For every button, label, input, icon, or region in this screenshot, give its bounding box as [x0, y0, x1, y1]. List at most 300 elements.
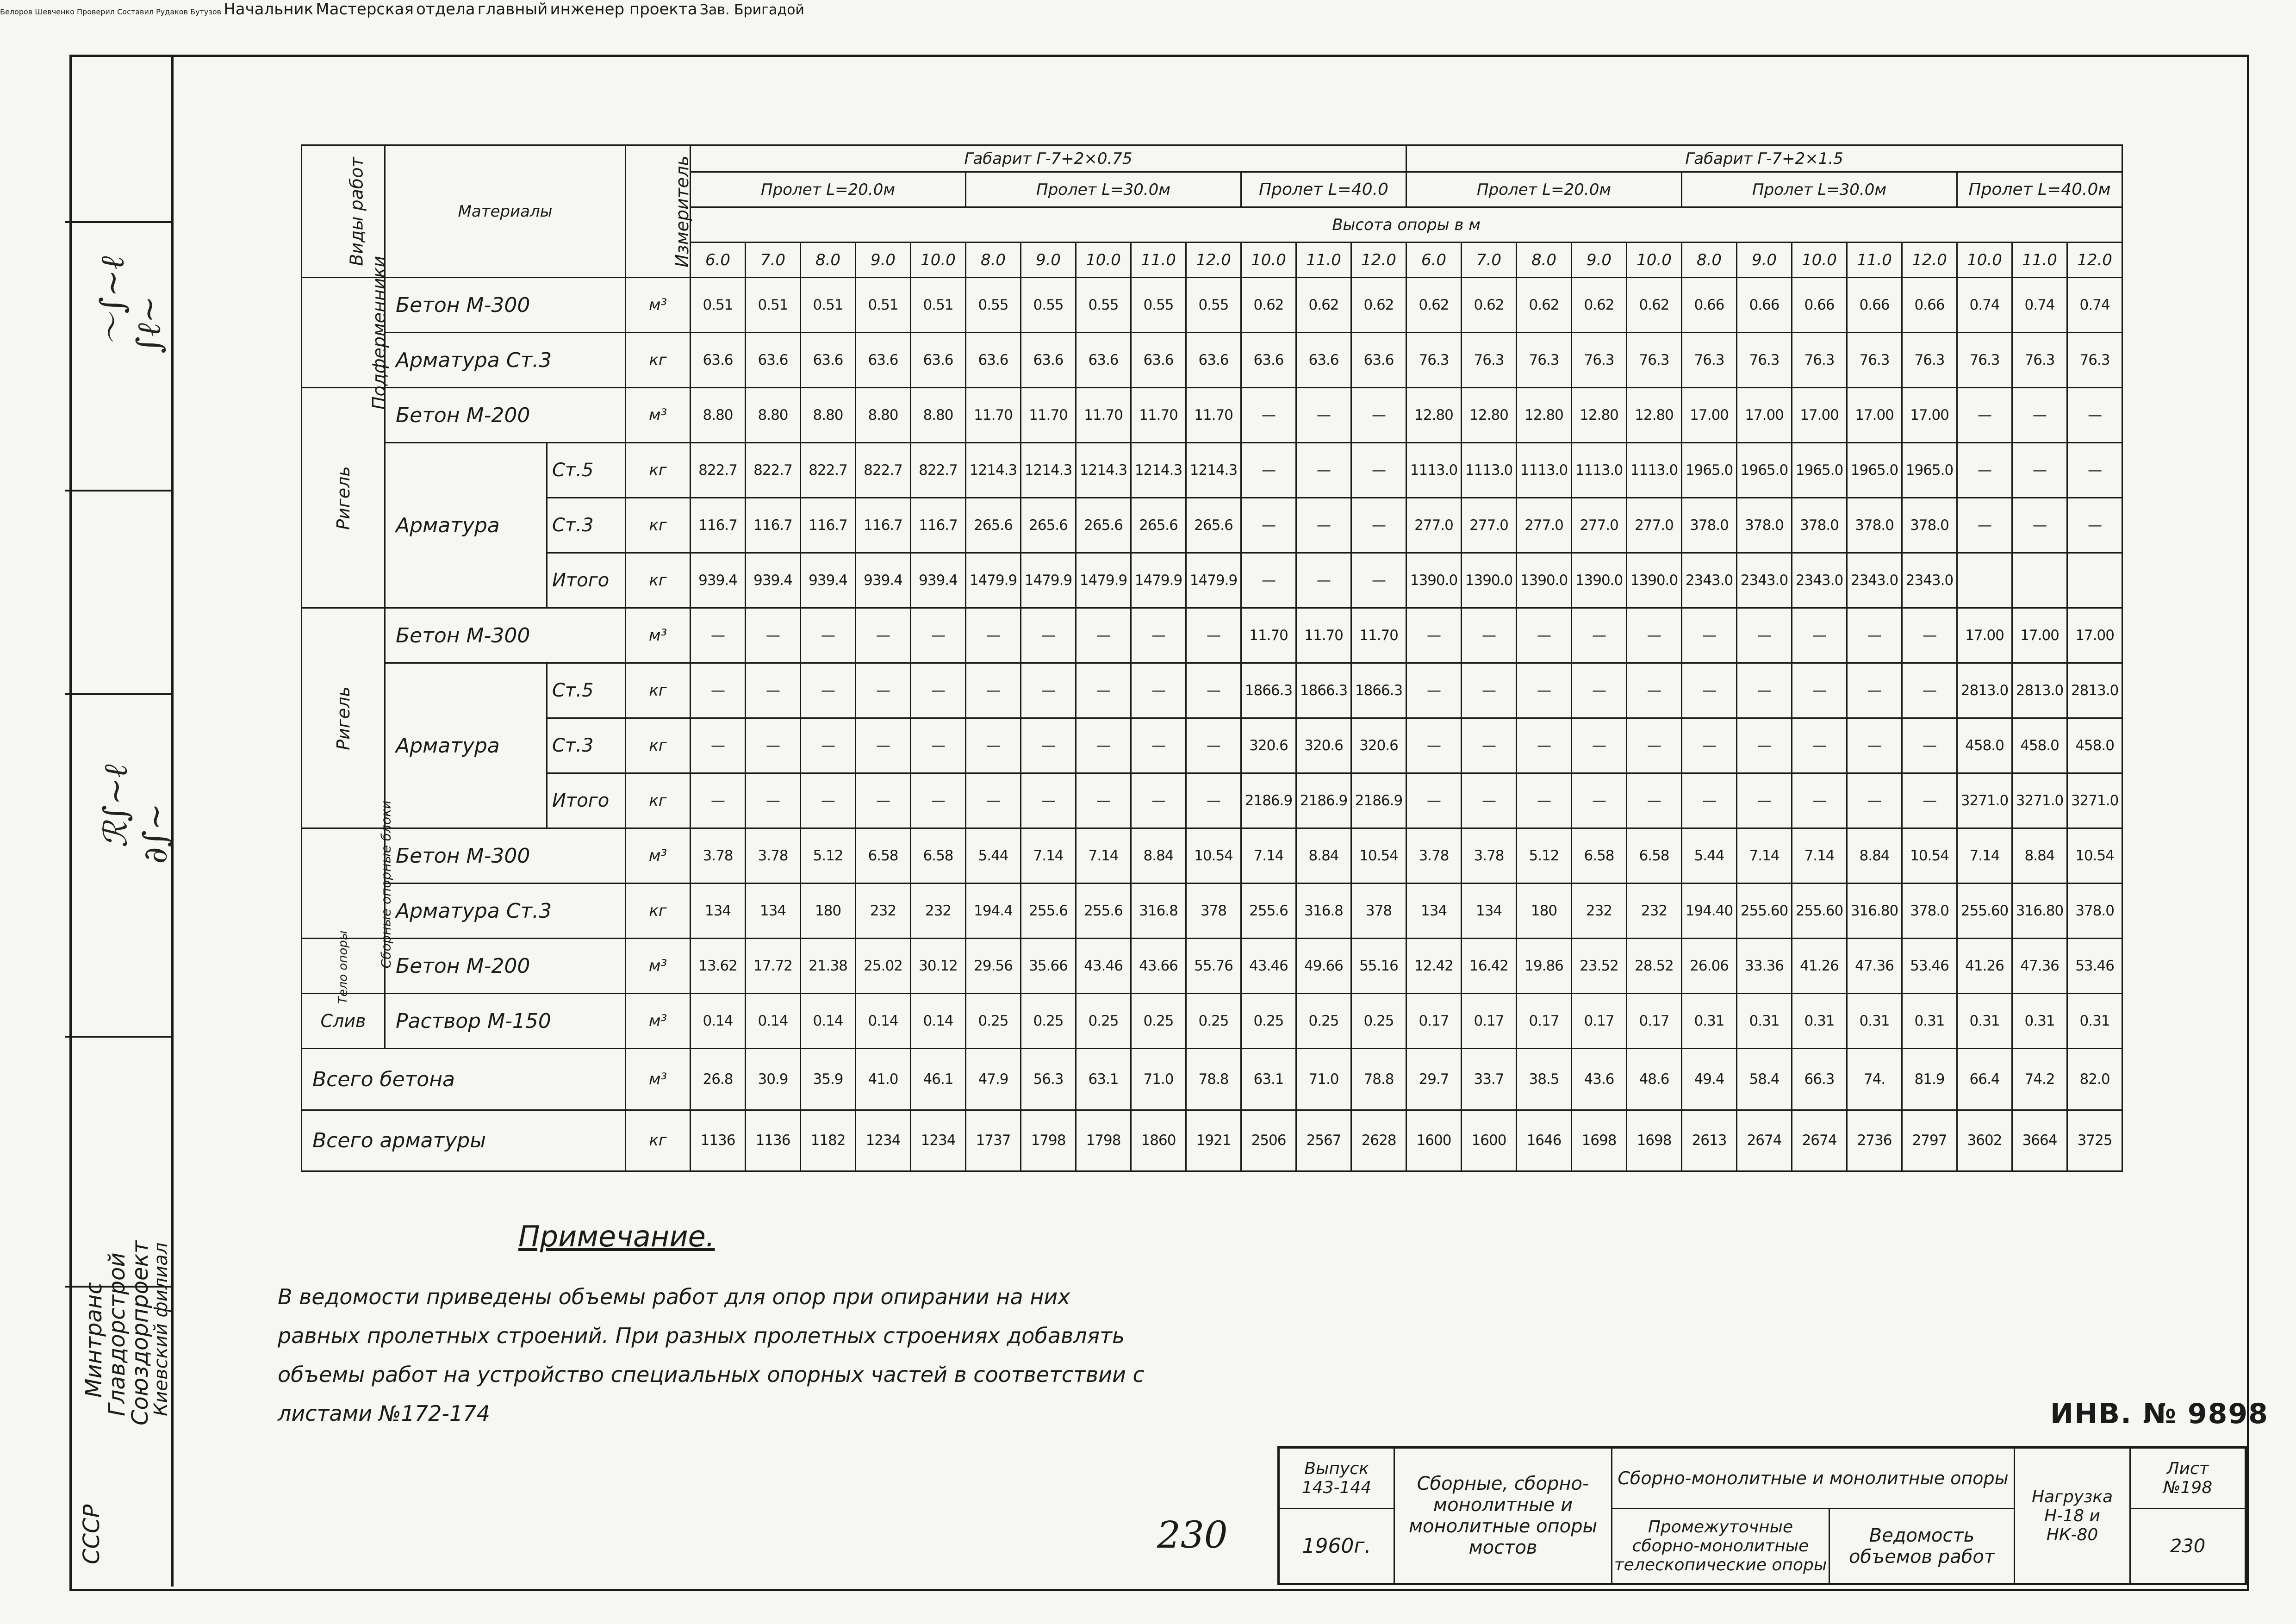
sheet-page: 230 — [2130, 1509, 2246, 1584]
table-cell: 1600 — [1406, 1110, 1462, 1171]
table-cell: 43.66 — [1131, 939, 1186, 994]
header-span-1: Пролет L=20.0м — [691, 172, 966, 207]
table-cell: — — [1296, 553, 1351, 608]
table-cell: — — [1847, 718, 1902, 773]
table-cell: 76.3 — [1517, 333, 1572, 388]
table-cell: 29.56 — [966, 939, 1021, 994]
table-cell: 378.0 — [1682, 498, 1737, 553]
table-cell: — — [911, 718, 966, 773]
table-cell: 41.26 — [1792, 939, 1847, 994]
table-cell: — — [1627, 718, 1682, 773]
table-cell: 378.0 — [1902, 884, 1957, 939]
table-cell: 378 — [1186, 884, 1241, 939]
table-cell: 0.17 — [1572, 994, 1627, 1049]
table-cell: — — [1517, 608, 1572, 663]
table-cell: 277.0 — [1517, 498, 1572, 553]
table-cell: — — [1462, 608, 1517, 663]
table-cell: — — [1682, 608, 1737, 663]
table-cell: 232 — [1627, 884, 1682, 939]
row-group-text: Подферменники — [369, 255, 390, 410]
table-cell: 76.3 — [1792, 333, 1847, 388]
title-block — [1277, 1446, 2247, 1585]
org-country: СССР — [79, 1504, 105, 1564]
table-cell: 0.66 — [1737, 278, 1792, 333]
table-cell: 232 — [911, 884, 966, 939]
table-cell: — — [1682, 718, 1737, 773]
table-cell: 11.70 — [1076, 388, 1131, 443]
table-cell: 255.60 — [1737, 884, 1792, 939]
header-gabarit-2: Габарит Г-7+2×1.5 — [1406, 145, 2122, 172]
header-span-5: Пролет L=30.0м — [1682, 172, 1957, 207]
table-cell: — — [911, 663, 966, 718]
table-cell: 1600 — [1462, 1110, 1517, 1171]
table-cell: — — [1186, 663, 1241, 718]
row-unit: м³ — [626, 994, 691, 1049]
table-cell: 0.51 — [911, 278, 966, 333]
table-cell: 0.14 — [691, 994, 746, 1049]
table-cell: 13.62 — [691, 939, 746, 994]
stamp-role-composed: Составил — [117, 7, 154, 16]
table-row — [302, 608, 2122, 663]
row-unit: м³ — [626, 388, 691, 443]
table-cell: 1965.0 — [1737, 443, 1792, 498]
table-cell: 1390.0 — [1627, 553, 1682, 608]
table-cell: 1113.0 — [1572, 443, 1627, 498]
table-cell: 63.6 — [1021, 333, 1076, 388]
row-steel-grade: Ст.5 — [547, 663, 626, 718]
header-height: Высота опоры в м — [691, 207, 2122, 243]
header-height-11: 11.0 — [1296, 243, 1351, 278]
table-cell: 0.66 — [1792, 278, 1847, 333]
table-cell: 2343.0 — [1737, 553, 1792, 608]
header-height-15: 8.0 — [1517, 243, 1572, 278]
header-unit: Измеритель — [626, 145, 691, 278]
sheet-label: Лист — [2166, 1459, 2209, 1479]
inventory-number: ИНВ. № 9898 — [2050, 1398, 2269, 1430]
table-cell: 0.17 — [1627, 994, 1682, 1049]
table-cell: — — [911, 773, 966, 828]
table-cell: — — [966, 663, 1021, 718]
table-cell: — — [966, 608, 1021, 663]
table-cell: 0.25 — [1296, 994, 1351, 1049]
table-cell: 0.55 — [1186, 278, 1241, 333]
year: 1960г. — [1279, 1509, 1394, 1584]
row-material: Арматура — [385, 443, 547, 608]
table-cell: 2186.9 — [1296, 773, 1351, 828]
note-title: Примечание. — [518, 1220, 715, 1253]
org-department: Главдорстрой — [104, 1252, 130, 1416]
table-cell: — — [1737, 608, 1792, 663]
page-number: 230 — [1157, 1513, 1228, 1556]
table-cell: 5.44 — [966, 828, 1021, 884]
table-cell: 11.70 — [966, 388, 1021, 443]
header-height-4: 10.0 — [911, 243, 966, 278]
table-cell: — — [1406, 663, 1462, 718]
table-cell: — — [1572, 608, 1627, 663]
table-cell: — — [801, 663, 856, 718]
header-height-12: 12.0 — [1351, 243, 1406, 278]
table-cell: 63.6 — [1131, 333, 1186, 388]
table-cell: — — [2067, 388, 2122, 443]
table-cell: 28.52 — [1627, 939, 1682, 994]
stamp-position-6: Зав. Бригадой — [699, 2, 804, 18]
table-cell: 5.12 — [1517, 828, 1572, 884]
table-cell: 2674 — [1737, 1110, 1792, 1171]
row-group-text: Ригель — [333, 686, 354, 750]
table-cell: 2813.0 — [1957, 663, 2012, 718]
table-cell: — — [1406, 773, 1462, 828]
table-cell: — — [1627, 608, 1682, 663]
table-cell: 8.80 — [801, 388, 856, 443]
table-cell: — — [1076, 608, 1131, 663]
table-cell: — — [1241, 553, 1296, 608]
table-cell: 55.16 — [1351, 939, 1406, 994]
table-cell: 2186.9 — [1241, 773, 1296, 828]
table-cell: — — [801, 718, 856, 773]
table-cell: 0.25 — [1186, 994, 1241, 1049]
table-cell: — — [1131, 773, 1186, 828]
table-cell: 63.1 — [1076, 1049, 1131, 1110]
table-cell: 17.00 — [2012, 608, 2067, 663]
table-cell: — — [746, 608, 801, 663]
table-row — [302, 939, 2122, 994]
table-cell: 0.55 — [1076, 278, 1131, 333]
table-cell: — — [801, 608, 856, 663]
table-cell: 63.6 — [746, 333, 801, 388]
row-unit: м³ — [626, 1049, 691, 1110]
table-cell: 0.31 — [1847, 994, 1902, 1049]
table-cell: 277.0 — [1462, 498, 1517, 553]
table-cell: 1136 — [691, 1110, 746, 1171]
table-cell: — — [1241, 443, 1296, 498]
table-cell: 0.62 — [1572, 278, 1627, 333]
table-cell: 0.55 — [1131, 278, 1186, 333]
row-steel-grade: Ст.5 — [547, 443, 626, 498]
table-cell: 10.54 — [1902, 828, 1957, 884]
table-cell: 76.3 — [1847, 333, 1902, 388]
table-cell: 1479.9 — [1131, 553, 1186, 608]
table-cell: 0.51 — [856, 278, 911, 333]
sheet-cell — [2130, 1448, 2246, 1509]
header-height-18: 8.0 — [1682, 243, 1737, 278]
table-cell: 1965.0 — [1902, 443, 1957, 498]
table-cell: — — [966, 773, 1021, 828]
table-cell: 78.8 — [1351, 1049, 1406, 1110]
table-cell: 1234 — [856, 1110, 911, 1171]
table-cell: 1390.0 — [1517, 553, 1572, 608]
row-group-label — [302, 388, 385, 608]
load-label: Нагрузка — [2031, 1487, 2113, 1506]
table-cell: 822.7 — [911, 443, 966, 498]
table-cell: 41.26 — [1957, 939, 2012, 994]
table-cell: — — [1241, 498, 1296, 553]
table-cell: 2343.0 — [1682, 553, 1737, 608]
header-height-19: 9.0 — [1737, 243, 1792, 278]
note-text: В ведомости приведены объемы работ для опор при опирании на них равных пролетных строений. При разных пролетных строениях добавлять объемы работ на устройство специальных опорных частей в соответствии с листами №172-174 — [278, 1284, 1145, 1426]
table-cell: — — [1517, 773, 1572, 828]
table-cell: 76.3 — [1572, 333, 1627, 388]
table-cell: — — [1462, 718, 1517, 773]
table-cell: 1214.3 — [966, 443, 1021, 498]
table-cell: — — [1076, 718, 1131, 773]
table-cell: 1921 — [1186, 1110, 1241, 1171]
table-cell: 116.7 — [801, 498, 856, 553]
table-cell: 71.0 — [1131, 1049, 1186, 1110]
issue-number: 143-144 — [1301, 1478, 1372, 1498]
table-cell: — — [1296, 388, 1351, 443]
table-cell: 43.46 — [1076, 939, 1131, 994]
table-cell: 0.14 — [911, 994, 966, 1049]
header-height-10: 10.0 — [1241, 243, 1296, 278]
table-cell: 5.44 — [1682, 828, 1737, 884]
row-steel-grade: Итого — [547, 773, 626, 828]
row-unit: кг — [626, 884, 691, 939]
table-cell: 63.6 — [691, 333, 746, 388]
row-steel-grade: Ст.3 — [547, 718, 626, 773]
table-cell: 116.7 — [746, 498, 801, 553]
table-cell: 0.62 — [1627, 278, 1682, 333]
header-height-9: 12.0 — [1186, 243, 1241, 278]
row-unit: кг — [626, 773, 691, 828]
table-cell: 255.6 — [1241, 884, 1296, 939]
table-cell: — — [1957, 388, 2012, 443]
table-cell: 0.31 — [1737, 994, 1792, 1049]
table-cell: 3.78 — [746, 828, 801, 884]
table-cell: 378.0 — [2067, 884, 2122, 939]
row-unit: кг — [626, 333, 691, 388]
table-cell: 63.6 — [801, 333, 856, 388]
table-cell: 7.14 — [1076, 828, 1131, 884]
table-cell: 1214.3 — [1131, 443, 1186, 498]
table-cell: 458.0 — [1957, 718, 2012, 773]
load-cell — [2015, 1448, 2130, 1584]
stamp-position-1: Начальник — [224, 0, 314, 19]
row-material: Бетон М-300 — [385, 608, 626, 663]
row-unit: кг — [626, 498, 691, 553]
table-cell: 29.7 — [1406, 1049, 1462, 1110]
row-unit: кг — [626, 553, 691, 608]
table-cell: 277.0 — [1627, 498, 1682, 553]
table-cell: 1113.0 — [1462, 443, 1517, 498]
table-cell: — — [1682, 773, 1737, 828]
table-cell: 116.7 — [911, 498, 966, 553]
table-cell: 6.58 — [856, 828, 911, 884]
table-cell: 0.14 — [856, 994, 911, 1049]
row-unit: м³ — [626, 939, 691, 994]
table-cell: 0.55 — [1021, 278, 1076, 333]
table-cell: 6.58 — [911, 828, 966, 884]
row-total-label: Всего бетона — [302, 1049, 626, 1110]
table-cell: 26.06 — [1682, 939, 1737, 994]
table-cell: 0.74 — [2067, 278, 2122, 333]
table-cell: — — [691, 663, 746, 718]
table-cell: 265.6 — [1076, 498, 1131, 553]
table-cell: 180 — [801, 884, 856, 939]
table-cell: — — [2067, 443, 2122, 498]
table-cell: 76.3 — [1957, 333, 2012, 388]
table-cell: 5.12 — [801, 828, 856, 884]
table-cell: 10.54 — [2067, 828, 2122, 884]
table-cell: 0.62 — [1241, 278, 1296, 333]
table-cell: 232 — [1572, 884, 1627, 939]
row-total-label: Всего арматуры — [302, 1110, 626, 1171]
table-cell: 33.36 — [1737, 939, 1792, 994]
table-cell: 378 — [1351, 884, 1406, 939]
table-cell: 1479.9 — [1186, 553, 1241, 608]
table-cell: 12.80 — [1572, 388, 1627, 443]
header-span-3: Пролет L=40.0 — [1241, 172, 1406, 207]
table-cell: 0.14 — [801, 994, 856, 1049]
stamp-position-4: главный — [477, 0, 548, 19]
table-cell: 12.80 — [1517, 388, 1572, 443]
table-cell: 63.6 — [856, 333, 911, 388]
stamp-row-roles — [65, 490, 171, 695]
table-cell: 3602 — [1957, 1110, 2012, 1171]
table-cell: — — [1351, 553, 1406, 608]
table-row — [302, 718, 2122, 773]
table-cell: — — [1847, 663, 1902, 718]
table-cell: 2343.0 — [1792, 553, 1847, 608]
row-group-label — [302, 931, 385, 1004]
table-cell: 58.4 — [1737, 1049, 1792, 1110]
table-cell: 255.6 — [1021, 884, 1076, 939]
row-steel-grade: Итого — [547, 553, 626, 608]
table-cell: 21.38 — [801, 939, 856, 994]
table-cell: 8.84 — [1131, 828, 1186, 884]
table-row — [302, 553, 2122, 608]
table-cell: 1798 — [1021, 1110, 1076, 1171]
table-row — [302, 278, 2122, 333]
table-cell: 0.66 — [1847, 278, 1902, 333]
table-cell: — — [1076, 663, 1131, 718]
table-cell: 0.62 — [1406, 278, 1462, 333]
table-cell: 939.4 — [911, 553, 966, 608]
header-height-7: 10.0 — [1076, 243, 1131, 278]
sheet-title: Ведомость объемов работ — [1829, 1509, 2015, 1584]
table-cell: 1965.0 — [1847, 443, 1902, 498]
table-cell: 316.8 — [1131, 884, 1186, 939]
stamp-role-checked: Проверил — [77, 7, 115, 16]
table-cell: 277.0 — [1406, 498, 1462, 553]
series-title: Сборные, сборно-монолитные и монолитные опоры мостов — [1394, 1448, 1612, 1584]
table-row — [302, 388, 2122, 443]
table-cell: 19.86 — [1517, 939, 1572, 994]
table-cell: 76.3 — [1406, 333, 1462, 388]
table-cell: — — [2012, 498, 2067, 553]
stamp-name-4: Бутузов — [190, 7, 222, 16]
table-cell: — — [1792, 718, 1847, 773]
table-cell: 12.42 — [1406, 939, 1462, 994]
table-cell: — — [1572, 663, 1627, 718]
table-cell: 0.66 — [1902, 278, 1957, 333]
table-cell: 16.42 — [1462, 939, 1517, 994]
table-cell: 11.70 — [1131, 388, 1186, 443]
table-cell: 11.70 — [1021, 388, 1076, 443]
table-cell: 1860 — [1131, 1110, 1186, 1171]
table-cell: 194.4 — [966, 884, 1021, 939]
table-cell: 316.8 — [1296, 884, 1351, 939]
table-cell: 265.6 — [1021, 498, 1076, 553]
table-cell: — — [1406, 608, 1462, 663]
table-cell: — — [1902, 718, 1957, 773]
table-cell: 1866.3 — [1241, 663, 1296, 718]
table-cell: 1965.0 — [1682, 443, 1737, 498]
table-cell: — — [1847, 608, 1902, 663]
section-title: Сборно-монолитные и монолитные опоры — [1612, 1448, 2015, 1509]
table-cell: 0.31 — [1792, 994, 1847, 1049]
table-cell: 939.4 — [856, 553, 911, 608]
table-cell: 2628 — [1351, 1110, 1406, 1171]
table-cell: 63.6 — [1076, 333, 1131, 388]
table-cell: 0.25 — [1021, 994, 1076, 1049]
table-cell: 116.7 — [856, 498, 911, 553]
table-cell: — — [1517, 718, 1572, 773]
table-cell: — — [1131, 663, 1186, 718]
table-cell: 63.6 — [1241, 333, 1296, 388]
header-gabarit-1: Габарит Г-7+2×0.75 — [691, 145, 1406, 172]
table-cell: 255.6 — [1076, 884, 1131, 939]
table-cell: — — [746, 773, 801, 828]
table-cell: — — [1021, 663, 1076, 718]
table-cell: — — [746, 718, 801, 773]
table-cell: 66.3 — [1792, 1049, 1847, 1110]
table-cell: 3.78 — [1462, 828, 1517, 884]
header-height-25: 12.0 — [2067, 243, 2122, 278]
table-cell: 1113.0 — [1517, 443, 1572, 498]
table-cell: 255.60 — [1957, 884, 2012, 939]
table-cell: — — [2067, 498, 2122, 553]
table-cell: 41.0 — [856, 1049, 911, 1110]
table-cell: — — [1021, 718, 1076, 773]
table-cell: — — [2012, 388, 2067, 443]
table-cell: — — [1957, 443, 2012, 498]
row-group-text: Тело опоры — [336, 931, 350, 1004]
table-cell: — — [1792, 773, 1847, 828]
row-material: Бетон М-200 — [385, 939, 626, 994]
table-cell: 134 — [1462, 884, 1517, 939]
table-cell: 1390.0 — [1462, 553, 1517, 608]
table-cell: 0.25 — [1241, 994, 1296, 1049]
table-cell: 1479.9 — [1076, 553, 1131, 608]
row-group-text: Сборные опорные блоки — [378, 800, 394, 969]
header-height-0: 6.0 — [691, 243, 746, 278]
table-cell: 822.7 — [856, 443, 911, 498]
table-cell: 35.66 — [1021, 939, 1076, 994]
signature-2: ∫ℓ~ — [130, 296, 168, 354]
stamp-position-3: отдела — [416, 0, 475, 19]
table-cell: 1214.3 — [1186, 443, 1241, 498]
table-cell: 0.14 — [746, 994, 801, 1049]
table-cell: 255.60 — [1792, 884, 1847, 939]
table-cell: 1182 — [801, 1110, 856, 1171]
table-cell: 822.7 — [691, 443, 746, 498]
table-cell: 378.0 — [1737, 498, 1792, 553]
table-cell: 0.62 — [1517, 278, 1572, 333]
table-cell: 26.8 — [691, 1049, 746, 1110]
table-cell: 46.1 — [911, 1049, 966, 1110]
table-cell: 0.31 — [2012, 994, 2067, 1049]
table-cell: — — [691, 718, 746, 773]
table-cell: 76.3 — [1682, 333, 1737, 388]
row-material: Бетон М-300 — [385, 828, 626, 884]
table-cell: 0.51 — [801, 278, 856, 333]
header-height-8: 11.0 — [1131, 243, 1186, 278]
table-cell: 82.0 — [2067, 1049, 2122, 1110]
table-cell: 1390.0 — [1572, 553, 1627, 608]
table-cell: 17.00 — [1682, 388, 1737, 443]
table-row — [302, 994, 2122, 1049]
table-cell: 30.12 — [911, 939, 966, 994]
